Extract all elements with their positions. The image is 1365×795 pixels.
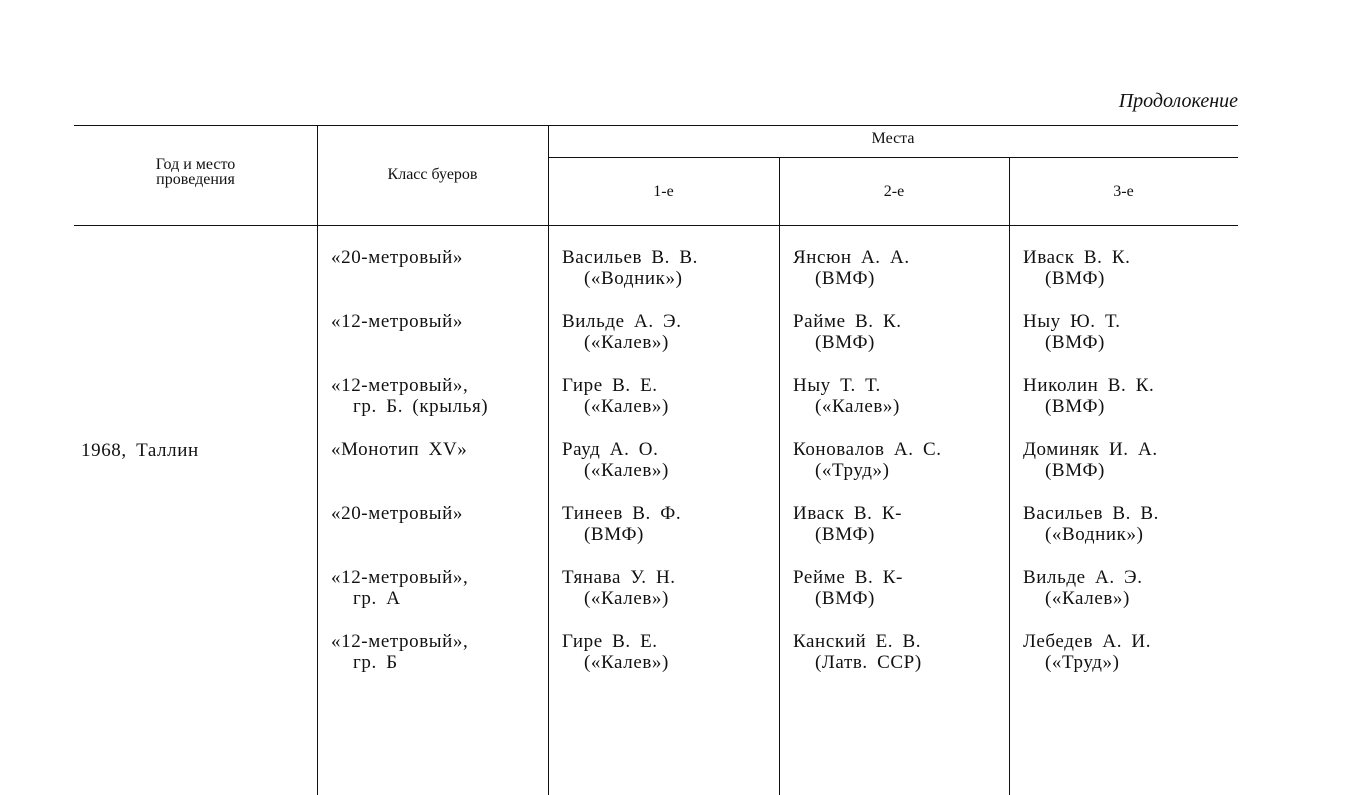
cell-third: [1023, 311, 1121, 353]
cell-third-line2: (ВМФ): [1045, 396, 1105, 417]
cell-third: [1023, 567, 1143, 609]
header-year-place-line2: проведения: [156, 171, 235, 188]
cell-third-line1: Николин В. К.: [1023, 375, 1155, 396]
cell-first: [562, 503, 681, 545]
cell-class: [331, 631, 468, 673]
cell-first-line1: Гире В. Е.: [562, 375, 658, 396]
cell-second: [793, 375, 900, 417]
cell-first-line2: (ВМФ): [584, 524, 644, 545]
cell-first-line2: («Калев»): [584, 652, 669, 673]
cell-class-line1: «12-метровый»,: [331, 567, 469, 588]
cell-second-line2: (ВМФ): [815, 524, 875, 545]
cell-third-line1: Иваск В. К.: [1023, 247, 1131, 268]
cell-class: [331, 439, 467, 460]
table-top-rule: [74, 125, 1238, 126]
cell-second-line1: Канский Е. В.: [793, 631, 922, 652]
header-place-2: 2-е: [883, 183, 905, 200]
cell-second: [793, 247, 910, 289]
header-class: Класс буеров: [387, 166, 478, 183]
cell-class-line1: «12-метровый»,: [331, 375, 469, 396]
cell-second-line1: Ныу Т. Т.: [793, 375, 881, 396]
cell-second-line2: (ВМФ): [815, 268, 875, 289]
cell-first: [562, 375, 669, 417]
column-divider: [779, 157, 780, 795]
header-bottom-rule: [74, 225, 1238, 226]
header-place-3: 3-е: [1113, 183, 1134, 200]
continuation-caption: Продолокение: [1118, 90, 1238, 112]
cell-second-line2: («Калев»): [815, 396, 900, 417]
cell-class: [331, 375, 488, 417]
cell-first-line1: Гире В. Е.: [562, 631, 658, 652]
cell-first: [562, 567, 676, 609]
places-subheader-rule: [548, 157, 1238, 158]
cell-first-line2: («Калев»): [584, 460, 669, 481]
cell-third-line1: Васильев В. В.: [1023, 503, 1160, 524]
cell-third: [1023, 439, 1158, 481]
cell-third: [1023, 631, 1151, 673]
cell-class-line2: гр. Б. (крылья): [353, 396, 489, 417]
header-places: Места: [871, 130, 915, 147]
header-year-place-line1: Год и место: [155, 156, 236, 173]
cell-third-line2: («Водник»): [1045, 524, 1144, 545]
cell-first: [562, 439, 669, 481]
column-divider: [317, 125, 318, 795]
cell-second: [793, 503, 902, 545]
cell-third-line1: Доминяк И. А.: [1023, 439, 1158, 460]
cell-third-line1: Лебедев А. И.: [1023, 631, 1152, 652]
cell-second-line2: (Латв. ССР): [815, 652, 922, 673]
cell-class-line2: гр. А: [353, 588, 401, 609]
cell-third: [1023, 247, 1131, 289]
cell-class-line1: «20-метровый»: [331, 247, 464, 268]
cell-first-line2: («Калев»): [584, 588, 669, 609]
cell-class-line1: «12-метровый»: [331, 311, 464, 332]
cell-first-line1: Васильев В. В.: [562, 247, 699, 268]
cell-first-line2: («Водник»): [584, 268, 683, 289]
cell-first: [562, 247, 698, 289]
cell-first-line1: Рауд А. О.: [562, 439, 659, 460]
cell-first-line1: Тянава У. Н.: [562, 567, 676, 588]
cell-second-line2: («Труд»): [815, 460, 890, 481]
cell-second: [793, 631, 922, 673]
cell-first-line2: («Калев»): [584, 396, 669, 417]
cell-third-line1: Вильде А. Э.: [1023, 567, 1143, 588]
cell-class: [331, 311, 463, 332]
cell-third-line2: (ВМФ): [1045, 268, 1105, 289]
cell-class: [331, 567, 468, 609]
cell-class: [331, 247, 463, 268]
cell-third: [1023, 503, 1159, 545]
column-divider: [548, 125, 549, 795]
cell-second-line2: (ВМФ): [815, 588, 875, 609]
cell-second-line1: Рейме В. К-: [793, 567, 903, 588]
cell-third: [1023, 375, 1154, 417]
cell-class-line1: «Монотип XV»: [331, 439, 468, 460]
cell-third-line2: (ВМФ): [1045, 332, 1105, 353]
cell-class-line1: «20-метровый»: [331, 503, 464, 524]
cell-first-line1: Тинеев В. Ф.: [562, 503, 682, 524]
cell-second: [793, 311, 902, 353]
cell-second-line1: Янсюн А. А.: [793, 247, 910, 268]
cell-third-line2: («Калев»): [1045, 588, 1130, 609]
cell-class-line2: гр. Б: [353, 652, 398, 673]
cell-first-line1: Вильде А. Э.: [562, 311, 682, 332]
cell-first: [562, 631, 669, 673]
cell-third-line1: Ныу Ю. Т.: [1023, 311, 1121, 332]
cell-class: [331, 503, 463, 524]
cell-class-line1: «12-метровый»,: [331, 631, 469, 652]
cell-first-line2: («Калев»): [584, 332, 669, 353]
cell-second-line1: Иваск В. К-: [793, 503, 903, 524]
cell-second: [793, 567, 903, 609]
header-place-1: 1-е: [653, 183, 674, 200]
cell-second: [793, 439, 942, 481]
header-year-place: [74, 157, 317, 187]
cell-second-line1: Райме В. К.: [793, 311, 902, 332]
cell-third-line2: («Труд»): [1045, 652, 1120, 673]
cell-third-line2: (ВМФ): [1045, 460, 1105, 481]
cell-first: [562, 311, 682, 353]
column-divider: [1009, 157, 1010, 795]
cell-second-line2: (ВМФ): [815, 332, 875, 353]
cell-second-line1: Коновалов А. С.: [793, 439, 942, 460]
year-place-value: 1968, Таллин: [81, 440, 199, 461]
